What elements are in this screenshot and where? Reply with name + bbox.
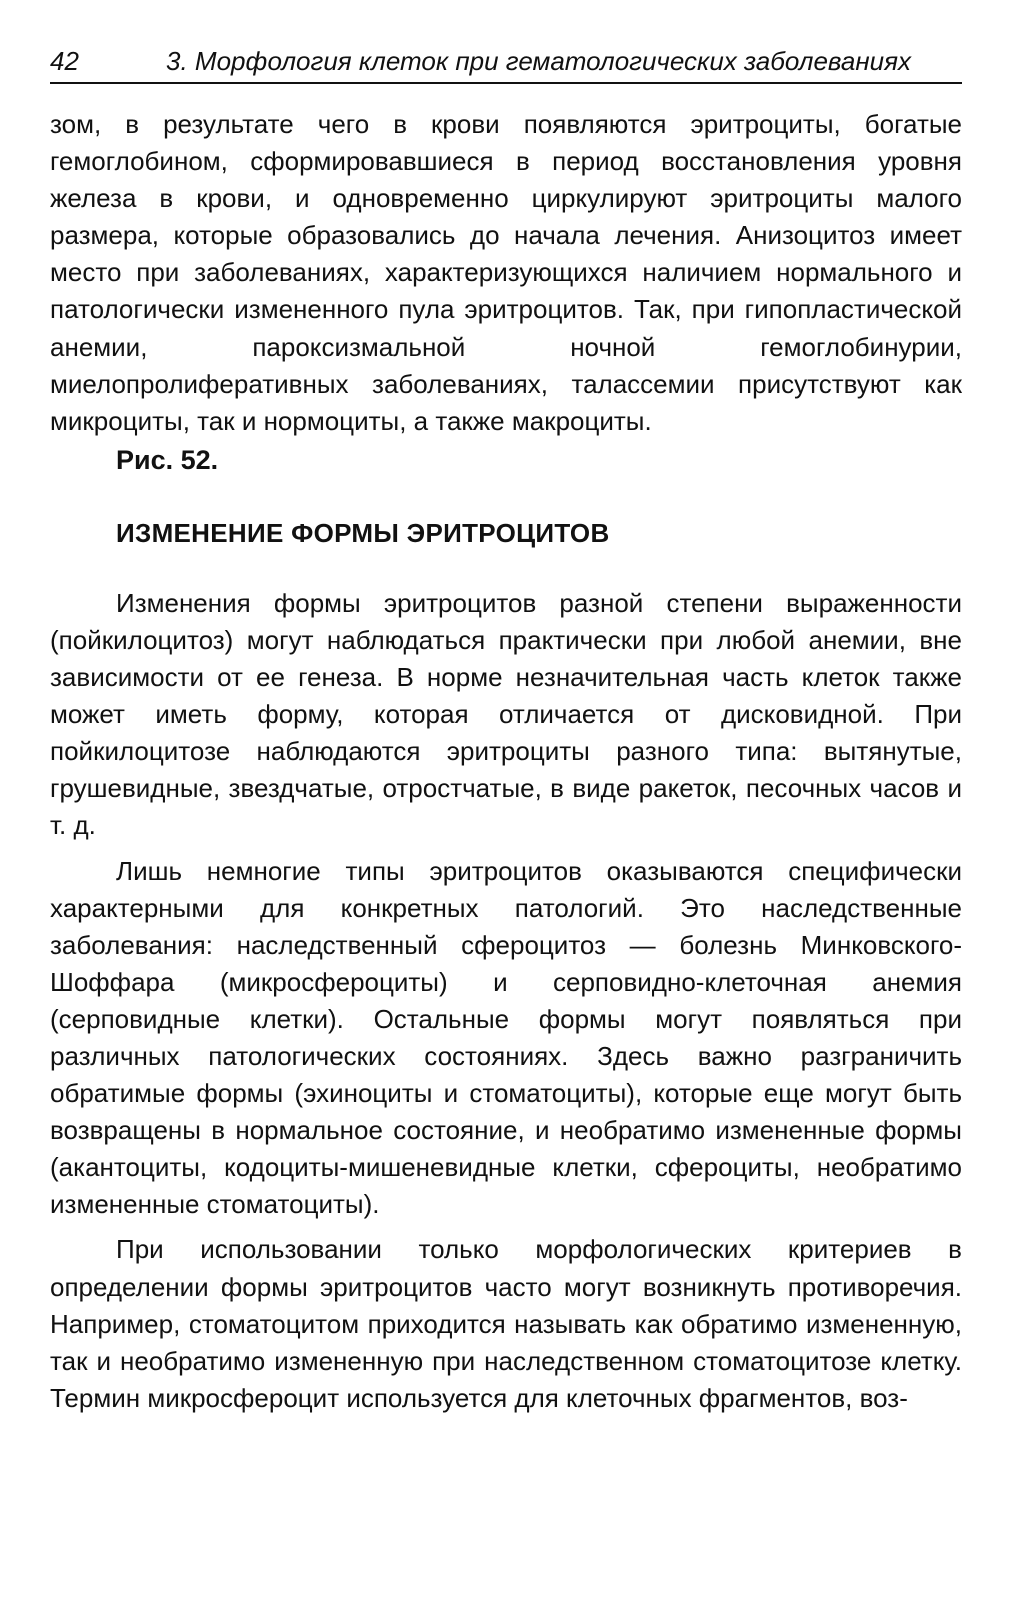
figure-reference: Рис. 52.	[116, 444, 219, 475]
body-text	[50, 106, 962, 1417]
paragraph-gap	[50, 845, 962, 853]
paragraph-continuation: зом, в результате чего в крови появляются эритроциты, богатые гемоглобином, сформировавшиеся в период восстановления уровня железа в крови, и одновременно циркулируют эритроциты малого размера, которые образовались до начала лечения. Анизоцитоз имеет место при заболеваниях, характеризующихся наличием нормального и патологически измененного пула эритроцитов. Так, при гипопластической анемии, пароксизмальной ночной гемоглобинурии, миелопролиферативных заболеваниях, талассемии присутствуют как микроциты, так и нормоциты, а также макроциты.	[50, 109, 962, 436]
running-header	[50, 42, 962, 84]
paragraph-specific-types: Лишь немногие типы эритроцитов оказываются специфически характерными для конкретных патологий. Это наследственные заболевания: наследственный сфероцитоз — болезнь Минковского-Шоффара (микросфероциты) и серповидно-клеточная анемия (серповидные клетки). Остальные формы могут появляться при различных патологических состояниях. Здесь важно разграничить обратимые формы (эхиноциты и стоматоциты), которые еще могут быть возвращены в нормальное состояние, и необратимо измененные формы (акантоциты, кодоциты-мишеневидные клетки, сфероциты, необратимо измененные стоматоциты).	[50, 855, 962, 1220]
book-page	[50, 42, 962, 1562]
page-number: 42	[50, 46, 79, 76]
chapter-title: 3. Морфология клеток при гематологических заболеваниях	[166, 46, 912, 76]
paragraph-gap	[50, 1223, 962, 1231]
section-heading: ИЗМЕНЕНИЕ ФОРМЫ ЭРИТРОЦИТОВ	[116, 517, 610, 548]
paragraph-morphology-criteria: При использовании только морфологических критериев в определении формы эритроцитов часто могут возникнуть противоречия. Например, стоматоцитом приходится называть как обратимо измененную, так и необратимо измененную при наследственном стоматоцитозе клетку. Термин микросфероцит используется для клеточных фрагментов, воз-	[50, 1234, 962, 1413]
paragraph-poikilocytosis: Изменения формы эритроцитов разной степени выраженности (пойкилоцитоз) могут наблюдаться практически при любой анемии, вне зависимости от ее генеза. В норме незначительная часть клеток также может иметь форму, которая отличается от дисковидной. При пойкилоцитозе наблюдаются эритроциты разного типа: вытянутые, грушевидные, звездчатые, отростчатые, в виде ракеток, песочных часов и т. д.	[50, 587, 962, 841]
